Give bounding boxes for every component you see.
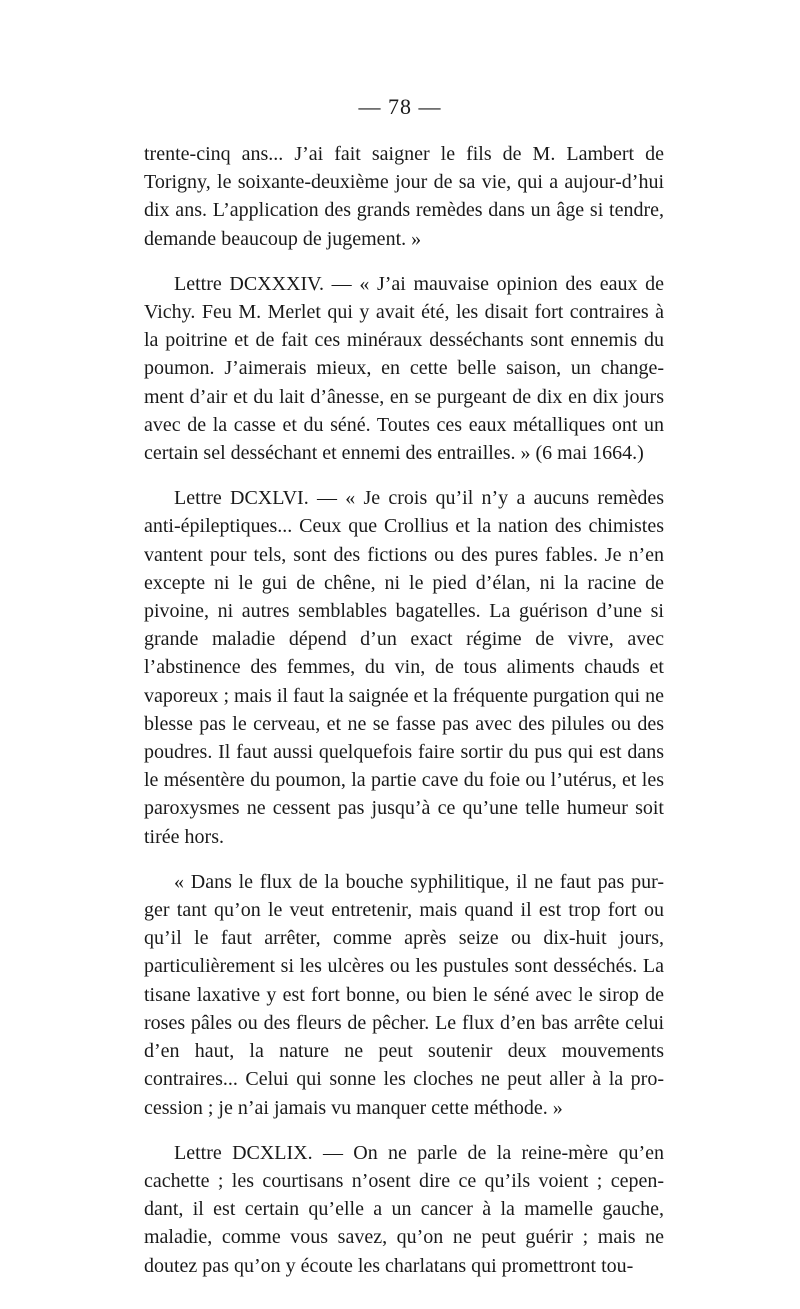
paragraph-continuation: trente-cinq ans... J’ai fait saigner le fils de M. Lambert de Torigny, le soixante-deuxième jour de sa vie, qui a aujour-d’hui dix ans. L’application des grands remèdes dans un âge si tendre, demande beaucoup de jugement. »	[144, 143, 664, 250]
paragraph-letter-dcxlix: Lettre DCXLIX. — On ne parle de la reine-mère qu’en cachette ; les courtisans n’osent dire ce qu’ils voient ; cepen-dant, il est certain qu’elle a un cancer à la mamelle gauche, maladie, comme vous savez, qu’on ne peut guérir ; mais ne doutez pas qu’on y écoute les charlatans qui promettront tou-	[144, 1141, 664, 1277]
paragraph-letter-dcxxxiv: Lettre DCXXXIV. — « J’ai mauvaise opinion des eaux de Vichy. Feu M. Merlet qui y avait été, les disait fort contraires à la poitrine et de fait ces minéraux desséchants sont ennemis du poumon. J’aimerais mieux, en cette belle saison, un change-ment d’air et du lait d’ânesse, en se purgeant de dix en dix jours avec de la casse et du séné. Toutes ces eaux métalliques ont un certain sel desséchant et ennemi des entrailles. » (6 mai 1664.)	[144, 272, 664, 465]
paragraph-letter-dcxlvi: Lettre DCXLVI. — « Je crois qu’il n’y a aucuns remèdes anti-épileptiques... Ceux que Crollius et la nation des chimistes vantent pour tels, sont des fictions ou des pures fables. Je n’en excepte ni le gui de chêne, ni le pied d’élan, ni la racine de pivoine, ni autres semblables bagatelles. La guérison d’une si grande maladie dépend d’un exact régime de vivre, avec l’abstinence des femmes, du vin, de tous aliments chauds et vaporeux ; mais il faut la saignée et la fréquente purgation qui ne blesse pas le cerveau, et ne se fasse pas avec des pilules ou des poudres. Il faut aussi quelquefois faire sortir du pus qui est dans le mésentère du poumon, la partie cave du foie ou l’utérus, et les paroxysmes ne cessent pas jusqu’à ce qu’une telle humeur soit tirée hors.	[144, 487, 664, 848]
page-number: — 78 —	[358, 94, 442, 119]
page-body	[144, 140, 664, 1297]
paragraph-syphilis-quote: « Dans le flux de la bouche syphilitique, il ne faut pas pur-ger tant qu’on le veut entretenir, mais quand il est trop fort ou qu’il le faut arrêter, comme après seize ou dix-huit jours, particulièrement si les ulcères ou les pustules sont desséchés. La tisane laxative y est fort bonne, ou bien le séné avec le sirop de roses pâles ou des fleurs de pêcher. Le flux d’en bas arrête celui d’en haut, la nature ne peut soutenir deux mouvements contraires... Celui qui sonne les cloches ne peut aller à la pro-cession ; je n’ai jamais vu manquer cette méthode. »	[144, 870, 664, 1119]
